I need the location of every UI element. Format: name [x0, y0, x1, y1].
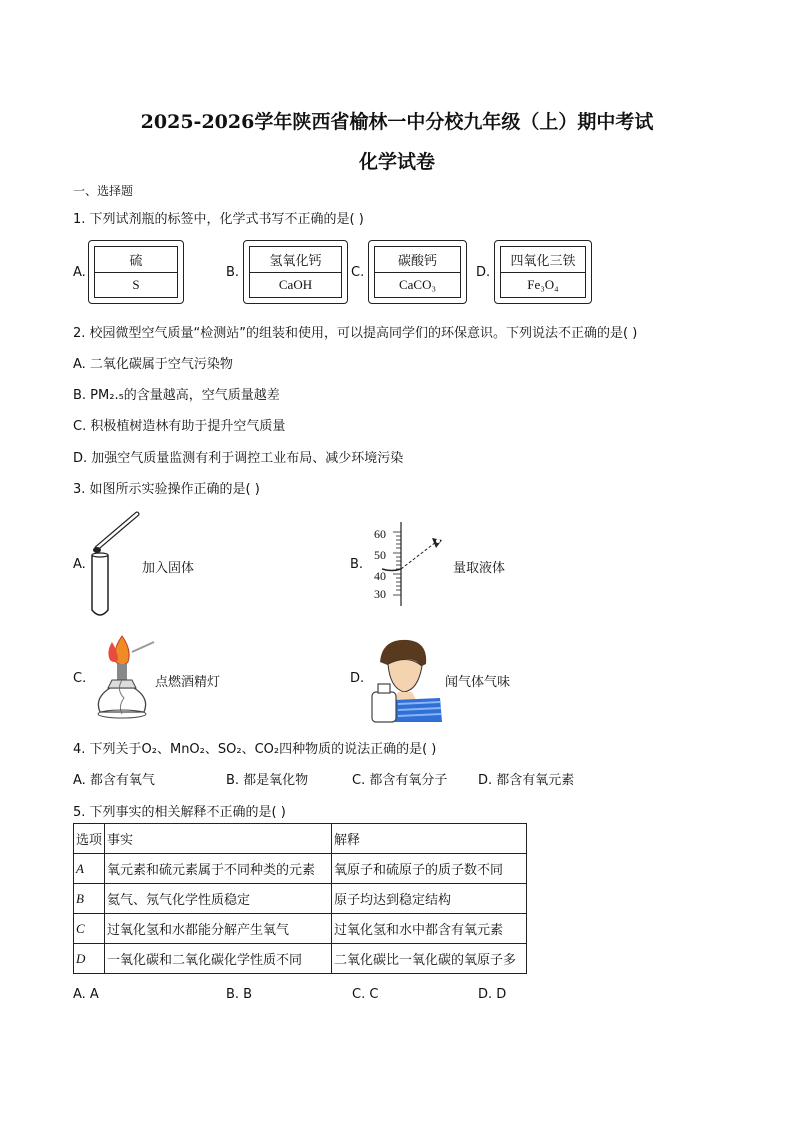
- label-formula: CaOH: [278, 276, 313, 292]
- q1-option-b-letter: B.: [226, 265, 240, 280]
- q2-option-c: C. 积极植树造林有助于提升空气质量: [73, 419, 286, 434]
- table-header: 解释: [332, 824, 527, 854]
- alcohol-lamp-illustration: [88, 632, 158, 724]
- q3-option-b-text: 量取液体: [453, 561, 506, 576]
- q3-option-a-text: 加入固体: [142, 561, 195, 576]
- q1-label-d: [494, 240, 592, 304]
- q4-option-c: C. 都含有氧分子: [352, 773, 448, 788]
- q1-label-a: [88, 240, 184, 304]
- question-4-stem: 4. 下列关于O₂、MnO₂、SO₂、CO₂四种物质的说法正确的是( ): [73, 742, 437, 757]
- label-name: 氢氧化钙: [250, 247, 341, 273]
- q3-option-c-text: 点燃酒精灯: [155, 675, 221, 690]
- table-cell: 过氧化氢和水中都含有氧元素: [332, 914, 527, 944]
- q4-option-b: B. 都是氧化物: [226, 773, 309, 788]
- table-cell: B: [74, 884, 105, 914]
- label-formula: Fe₃O₄: [527, 276, 559, 292]
- q2-option-d: D. 加强空气质量监测有利于调控工业布局、减少环境污染: [73, 451, 404, 466]
- label-name: 碳酸钙: [375, 247, 460, 273]
- q1-option-c-letter: C.: [351, 265, 365, 280]
- table-cell: C: [74, 914, 105, 944]
- cylinder-tick-60: 60: [374, 527, 386, 541]
- q3-option-d-letter: D.: [350, 671, 365, 686]
- table-row: [74, 944, 527, 974]
- q5-option-a: A. A: [73, 987, 99, 1002]
- test-tube-spatula-illustration: [85, 508, 145, 620]
- q5-option-b: B. B: [226, 987, 253, 1002]
- table-header: 事实: [105, 824, 332, 854]
- table-cell: D: [74, 944, 105, 974]
- label-name: 四氧化三铁: [501, 247, 585, 273]
- table-row: [74, 914, 527, 944]
- q1-label-b: [243, 240, 348, 304]
- q3-option-b-letter: B.: [350, 557, 364, 572]
- q4-option-a: A. 都含有氧气: [73, 773, 155, 788]
- q4-option-d: D. 都含有氧元素: [478, 773, 575, 788]
- smelling-gas-illustration: [368, 632, 446, 724]
- q5-table: [73, 823, 527, 974]
- table-cell: A: [74, 854, 105, 884]
- table-cell: 过氧化氢和水都能分解产生氧气: [105, 914, 332, 944]
- q1-label-c: [368, 240, 467, 304]
- table-cell: 氦气、氖气化学性质稳定: [105, 884, 332, 914]
- q5-option-c: C. C: [352, 987, 379, 1002]
- question-1-stem: 1. 下列试剂瓶的标签中，化学式书写不正确的是( ): [73, 212, 364, 227]
- cylinder-tick-50: 50: [374, 548, 386, 562]
- table-header: 选项: [74, 824, 105, 854]
- q3-option-d-text: 闻气体气味: [445, 675, 511, 690]
- q1-option-d-letter: D.: [476, 265, 491, 280]
- page-title: 2025-2026学年陕西省榆林一中分校九年级（上）期中考试: [140, 111, 654, 133]
- page-subtitle: 化学试卷: [358, 151, 435, 173]
- q2-option-a: A. 二氧化碳属于空气污染物: [73, 357, 233, 372]
- question-2-stem: 2. 校园微型空气质量“检测站”的组装和使用，可以提高同学们的环保意识。下列说法不正确的是( ): [73, 326, 638, 341]
- cylinder-tick-40: 40: [374, 569, 386, 583]
- table-row: [74, 884, 527, 914]
- table-row: [74, 854, 527, 884]
- table-cell: 氧元素和硫元素属于不同种类的元素: [105, 854, 332, 884]
- label-name: 硫: [95, 247, 177, 273]
- table-cell: 二氧化碳比一氧化碳的氧原子多: [332, 944, 527, 974]
- cylinder-tick-30: 30: [374, 587, 386, 601]
- q5-option-d: D. D: [478, 987, 507, 1002]
- question-5-stem: 5. 下列事实的相关解释不正确的是( ): [73, 805, 286, 820]
- section-heading: 一、选择题: [73, 184, 134, 198]
- label-formula: S: [132, 276, 140, 292]
- label-formula: CaCO₃: [398, 276, 437, 292]
- question-3-stem: 3. 如图所示实验操作正确的是( ): [73, 482, 260, 497]
- table-header-row: [74, 824, 527, 854]
- q3-option-c-letter: C.: [73, 671, 87, 686]
- table-cell: 一氧化碳和二氧化碳化学性质不同: [105, 944, 332, 974]
- table-cell: 原子均达到稳定结构: [332, 884, 527, 914]
- q3-option-a-letter: A.: [73, 557, 86, 572]
- q1-option-a-letter: A.: [73, 265, 86, 280]
- q2-option-b: B. PM₂.₅的含量越高，空气质量越差: [73, 388, 280, 403]
- table-cell: 氧原子和硫原子的质子数不同: [332, 854, 527, 884]
